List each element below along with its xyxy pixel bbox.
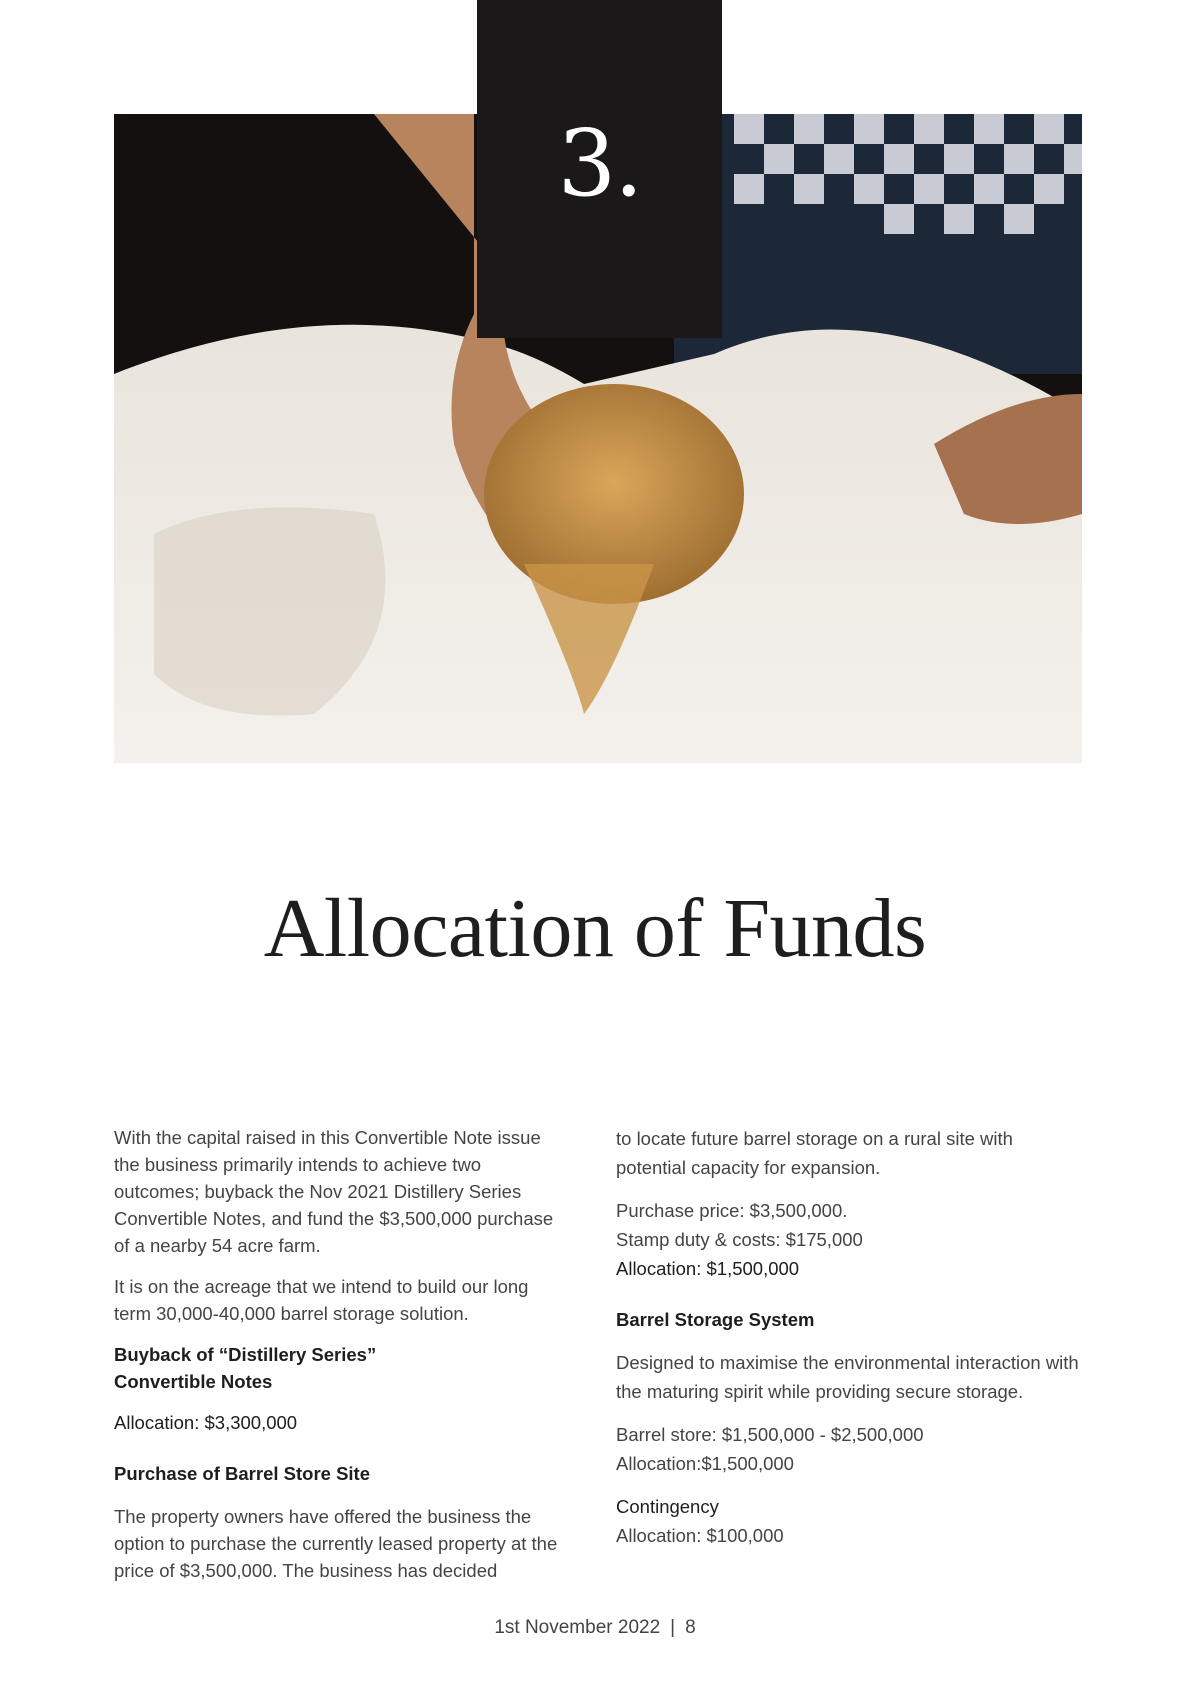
contingency-heading: Contingency [616,1496,719,1517]
section-number-block [477,0,722,338]
section-number: 3. [557,109,642,217]
page-title: Allocation of Funds [263,882,927,975]
continued-paragraph: to locate future barrel storage on a rural site with potential capacity for expansion. [616,1128,1013,1178]
footer-separator: | [670,1617,676,1638]
storage-allocation: Allocation:$1,500,000 [616,1453,794,1474]
stamp-duty: Stamp duty & costs: $175,000 [616,1229,863,1250]
page-footer [0,1617,1190,1639]
intro-paragraph: With the capital raised in this Convertible Note issue the business primarily intends to achieve two outcomes; buyback the Nov 2021 Distillery Series Convertible Notes, and fund the $3,500,000 purchase of a nearby 54 acre farm. [114,1127,554,1256]
buyback-heading-line-1: Buyback of “Distillery Series” [114,1344,377,1365]
barrel-store-cost: Barrel store: $1,500,000 - $2,500,000 [616,1424,924,1445]
page-number: 8 [685,1617,696,1638]
site-allocation: Allocation: $1,500,000 [616,1258,800,1279]
storage-costs [616,1420,1086,1478]
contingency-block [616,1492,1086,1550]
site-costs [616,1196,1086,1283]
contingency-allocation: Allocation: $100,000 [616,1525,784,1546]
buyback-heading [114,1341,566,1395]
footer-date: 1st November 2022 [494,1617,661,1638]
left-column [114,1124,566,1598]
storage-paragraph: Designed to maximise the environmental interaction with the maturing spirit while providing secure storage. [616,1352,1079,1402]
buyback-heading-line-2: Convertible Notes [114,1371,273,1392]
purchase-price: Purchase price: $3,500,000. [616,1200,848,1221]
purchase-paragraph: The property owners have offered the business the option to purchase the currently leased property at the price of $3,500,000. The business has decided [114,1506,558,1581]
right-column [616,1124,1086,1550]
buyback-allocation: Allocation: $3,300,000 [114,1412,298,1433]
storage-heading: Barrel Storage System [616,1309,815,1330]
acreage-paragraph: It is on the acreage that we intend to build our long term 30,000-40,000 barrel storage solution. [114,1276,529,1324]
purchase-heading: Purchase of Barrel Store Site [114,1463,371,1484]
